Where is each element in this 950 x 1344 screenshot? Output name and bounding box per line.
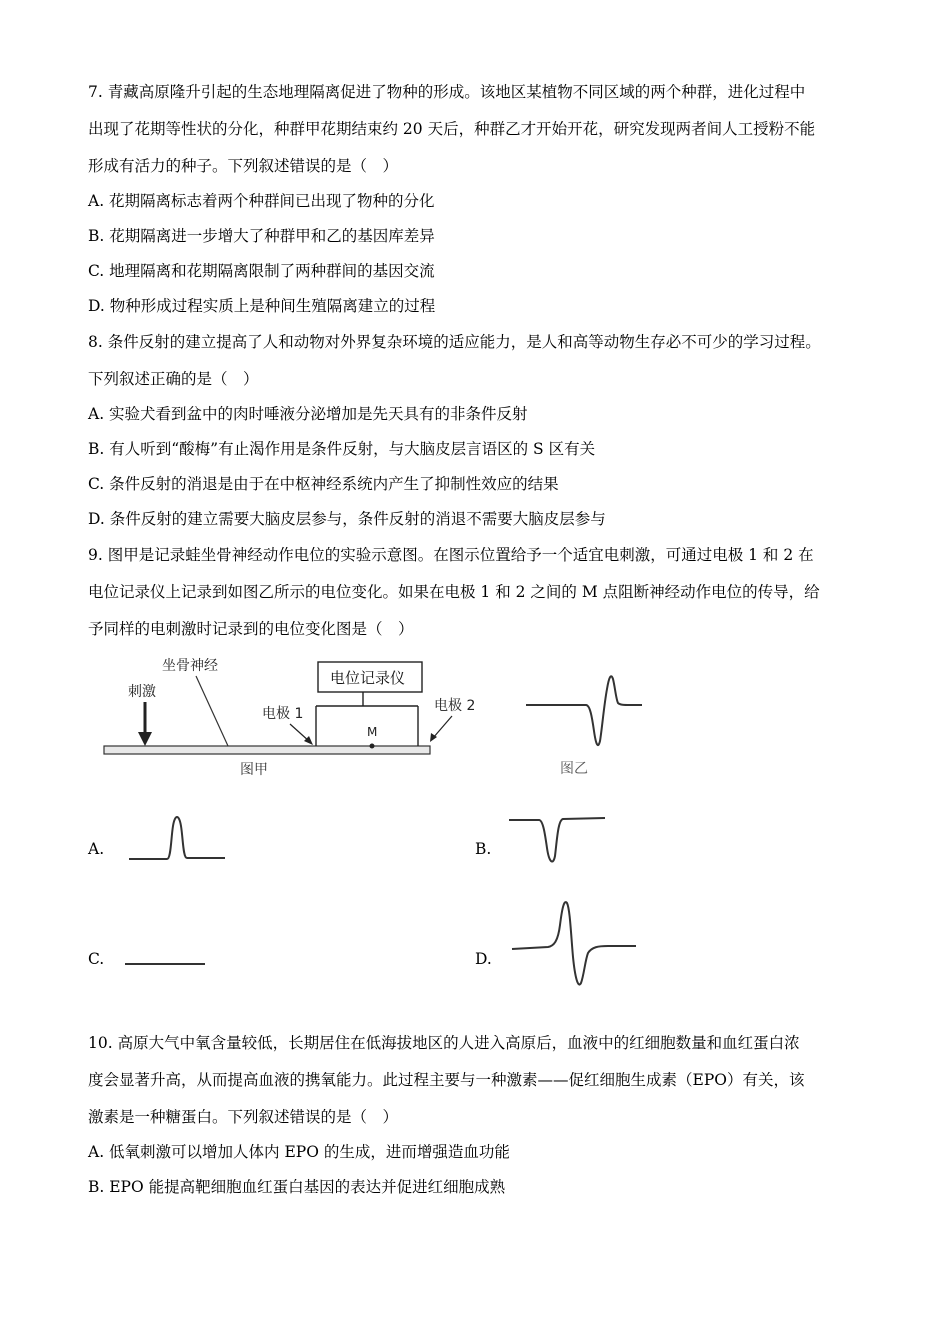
q9-option-c-label: C. [88, 950, 105, 968]
nerve-leader-line [196, 676, 228, 746]
q9-option-a-label: A. [88, 840, 105, 858]
q9-stem-line-3: 予同样的电刺激时记录到的电位变化图是（ ） [88, 620, 414, 638]
stimulus-label: 刺激 [128, 684, 156, 700]
q9-option-b-label: B. [475, 840, 492, 858]
q9-option-b-graph [505, 810, 610, 870]
q9-stem-line-2: 电位记录仪上记录到如图乙所示的电位变化。如果在电极 1 和 2 之间的 M 点阻断神经动作电位的传导，给 [88, 583, 820, 601]
q10-option-a: A. 低氧刺激可以增加人体内 EPO 的生成，进而增强造血功能 [88, 1143, 510, 1161]
q8-option-c: C. 条件反射的消退是由于在中枢神经系统内产生了抑制性效应的结果 [88, 475, 559, 493]
stimulus-arrow-head [138, 732, 152, 746]
q7-stem-line-2: 出现了花期等性状的分化，种群甲花期结束约 20 天后，种群乙才开始开花，研究发现两者间人工授粉不能 [88, 120, 816, 138]
q9-option-d-label: D. [475, 950, 492, 968]
q9-option-d-graph [508, 895, 643, 995]
q7-stem-line-1: 7. 青藏高原隆升引起的生态地理隔离促进了物种的形成。该地区某植物不同区域的两个种群，进化过程中 [88, 83, 806, 101]
electrode-2-pointer [433, 716, 452, 738]
q7-option-d: D. 物种形成过程实质上是种间生殖隔离建立的过程 [88, 297, 436, 315]
q9-option-a-graph [125, 808, 230, 868]
q8-stem-line-1: 8. 条件反射的建立提高了人和动物对外界复杂环境的适应能力，是人和高等动物生存必不可少的学习过程。 [88, 333, 821, 351]
point-m-label: M [367, 725, 378, 739]
q7-option-c: C. 地理隔离和花期隔离限制了两种群间的基因交流 [88, 262, 435, 280]
option-b-waveform [509, 818, 605, 862]
q8-option-a: A. 实验犬看到盆中的肉时唾液分泌增加是先天具有的非条件反射 [88, 405, 528, 423]
nerve-label: 坐骨神经 [162, 658, 218, 674]
option-a-waveform [129, 817, 225, 859]
q10-stem-line-3: 激素是一种糖蛋白。下列叙述错误的是（ ） [88, 1108, 399, 1126]
q9-stem-line-1: 9. 图甲是记录蛙坐骨神经动作电位的实验示意图。在图示位置给予一个适宜电刺激，可通过电极 1 和 2 在 [88, 546, 814, 564]
figure-b-trace [520, 665, 650, 780]
sciatic-nerve-rod [104, 746, 430, 754]
option-d-waveform [512, 902, 636, 984]
q10-stem-line-2: 度会显著升高，从而提高血液的携氧能力。此过程主要与一种激素——促红细胞生成素（EPO）有关，该 [88, 1071, 805, 1089]
q7-option-a: A. 花期隔离标志着两个种群间已出现了物种的分化 [88, 192, 435, 210]
figure-b-waveform [526, 676, 642, 745]
q8-option-b: B. 有人听到“酸梅”有止渴作用是条件反射，与大脑皮层言语区的 S 区有关 [88, 440, 596, 458]
electrode-2-label: 电极 2 [434, 698, 476, 714]
point-m-dot [370, 744, 375, 749]
q8-option-d: D. 条件反射的建立需要大脑皮层参与，条件反射的消退不需要大脑皮层参与 [88, 510, 606, 528]
q8-stem-line-2: 下列叙述正确的是（ ） [88, 370, 259, 388]
q10-stem-line-1: 10. 高原大气中氧含量较低，长期居住在低海拔地区的人进入高原后，血液中的红细胞数量和血红蛋白浓 [88, 1034, 800, 1052]
electrode-1-label: 电极 1 [262, 706, 304, 722]
figure-a-diagram [100, 650, 490, 780]
q9-option-c-graph [120, 950, 210, 980]
figure-b-caption: 图乙 [560, 761, 588, 777]
figure-a-caption: 图甲 [240, 762, 268, 778]
q7-option-b: B. 花期隔离进一步增大了种群甲和乙的基因库差异 [88, 227, 435, 245]
recorder-label: 电位记录仪 [330, 669, 406, 687]
q7-stem-line-3: 形成有活力的种子。下列叙述错误的是（ ） [88, 157, 399, 175]
q10-option-b: B. EPO 能提高靶细胞血红蛋白基因的表达并促进红细胞成熟 [88, 1178, 506, 1196]
